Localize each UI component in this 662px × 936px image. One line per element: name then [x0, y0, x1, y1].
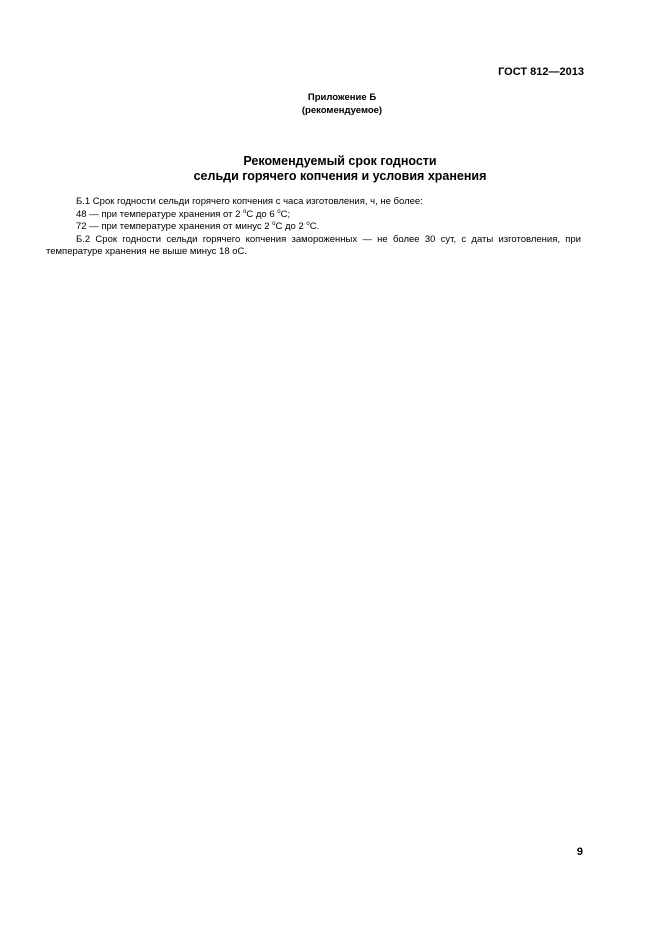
section-title [0, 154, 662, 184]
annex-status: (рекомендуемое) [301, 105, 383, 116]
title-line-2: сельди горячего копчения и условия хранения [193, 169, 487, 183]
degree-symbol: o [306, 221, 310, 227]
document-code: ГОСТ 812—2013 [498, 66, 584, 78]
item-48-text-a: 48 — при температуре хранения от 2 [76, 208, 244, 220]
degree-symbol: o [243, 208, 247, 215]
item-48-text-c: С; [280, 208, 291, 220]
degree-symbol: o [277, 208, 281, 215]
body-text [46, 196, 581, 259]
item-72-text-a: 72 — при температуре хранения от минус 2 [76, 221, 273, 232]
paragraph-b1: Б.1 Срок годности сельди горячего копчения с часа изготовления, ч, не более: [76, 196, 423, 207]
annex-heading [0, 91, 662, 117]
degree-symbol: o [272, 221, 276, 227]
item-48-text-b: С до 6 [246, 208, 278, 220]
page-number: 9 [576, 846, 583, 858]
item-72-text-c: С. [309, 221, 320, 232]
annex-label: Приложение Б [307, 92, 377, 103]
paragraph-b2: Б.2 Срок годности сельди горячего копчения замороженных — не более 30 сут, с даты изготовления, при температуре хранения не выше минус 18 оС. [46, 233, 581, 257]
paragraph-item-72 [46, 221, 581, 234]
title-line-1: Рекомендуемый срок годности [243, 154, 437, 168]
item-72-text-b: С до 2 [275, 221, 307, 232]
paragraph-item-48 [46, 209, 581, 222]
